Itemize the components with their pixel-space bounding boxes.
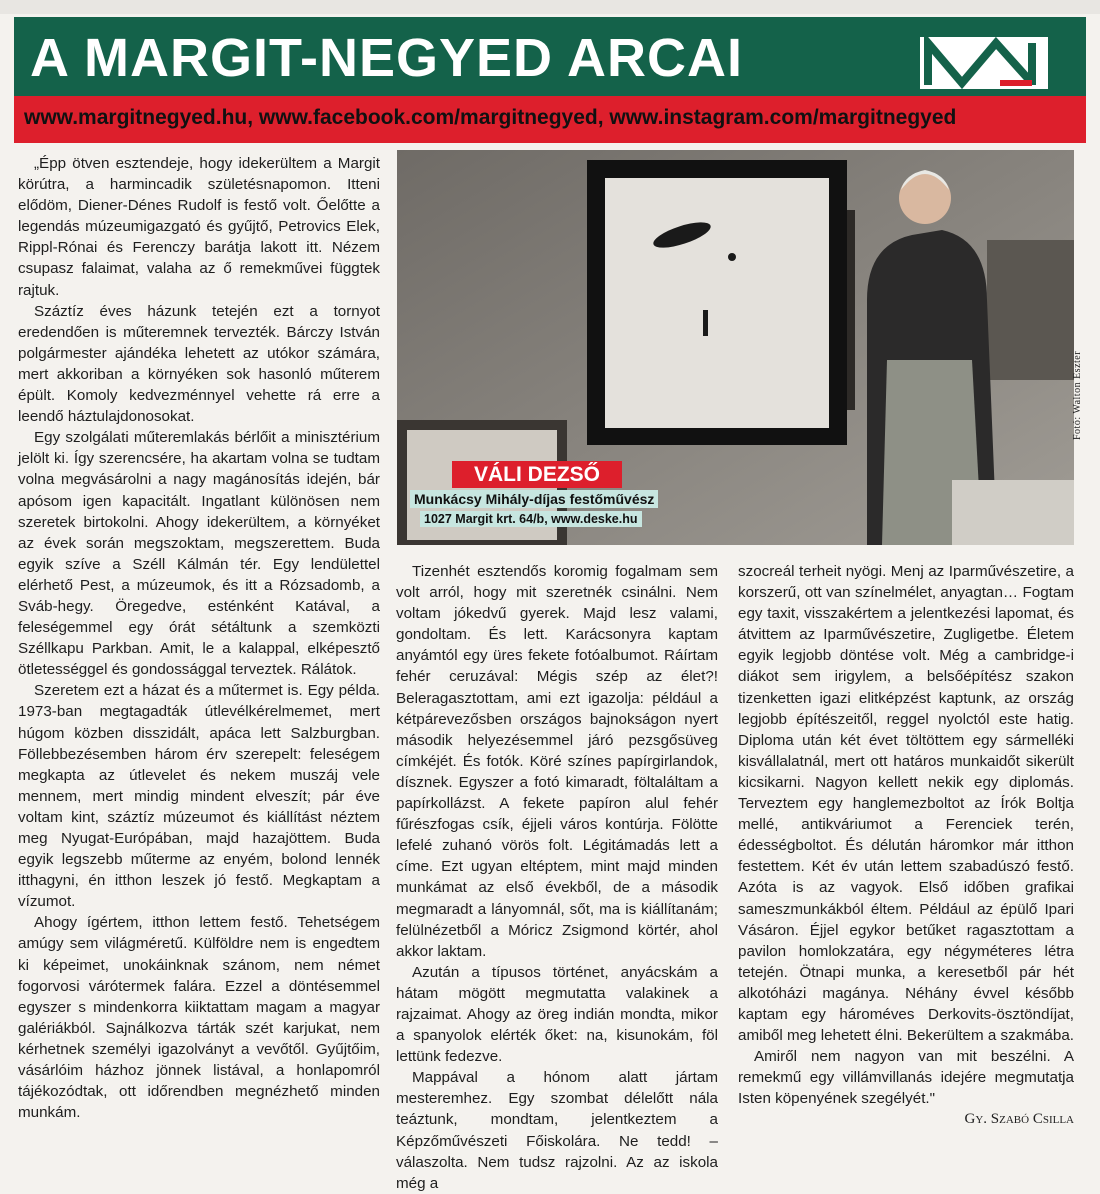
artist-address-label: 1027 Margit krt. 64/b, www.deske.hu bbox=[420, 511, 642, 527]
article-column-2 bbox=[396, 561, 718, 1194]
social-links[interactable]: www.margitnegyed.hu, www.facebook.com/margitnegyed, www.instagram.com/margitnegyed bbox=[24, 106, 957, 129]
title-band bbox=[14, 17, 1086, 96]
paragraph: Mappával a hónom alatt jártam mesteremhez. Egy szombat délelőtt nála teáztunk, mondtam, jelentkeztem a Képzőművészeti Főiskolára. Ne tedd! – válaszolta. Nem tudsz rajzolni. Az az iskola még a bbox=[396, 1069, 718, 1192]
page-title: A MARGIT-NEGYED ARCAI bbox=[30, 28, 744, 88]
author-byline: Gy. Szabó Csilla bbox=[964, 1111, 1074, 1128]
column-header bbox=[14, 17, 1086, 129]
links-band bbox=[14, 96, 1086, 143]
paragraph: Amiről nem nagyon van mit beszélni. A remekmű egy villámvillanás idejére megmutatja Isten köpenyének szegélyét." bbox=[738, 1048, 1074, 1108]
article-column-3 bbox=[738, 561, 1074, 1131]
paragraph: Azután a típusos történet, anyácskám a hátam mögött megmutatta valakinek a rajzaimat. Ahogy az öreg indián mondta, mikor a spanyolok elérték őket: na, kisunokám, föl lettünk fedezve. bbox=[396, 963, 718, 1066]
paragraph: szocreál terheit nyögi. Menj az Iparművészetire, a korszerű, ott van színelmélet, anyagtan… Fogtam egy taxit, visszakértem a jelentkezési lapomat, és átvittem az Iparművészetire, Zugligetbe. Életem egyik legjobb döntése volt. Még a cambridge-i diákot sem irigylem, a belsőépítész szakon tizenketten igazi elitképzést kaptunk, az ország legjobb építészeitől, reggel nyolctól este hatig. Diploma után két évet töltöttem egy sármelléki kisvállalatnál, mert ott határos munkaidőt sikerült kicsikarni. Nagyon kellett nekik egy diplomás. Terveztem egy hanglemezboltot az Írók Boltja mellé, antikváriumot a Ferenciek terén, édességboltot. És délután háromkor már itthon festettem. Két év után lettem szabadúszó festő. Azóta is az vagyok. Első időben grafikai sameszmunkákból éltem. Például az épülő Ipari Vásáron. Éjjel egykor betűket ragasztottam a pavilon homlokzatára, egy négyméteres létra tetején. Ötnapi munka, a keresetből pár hét alkotóházi magánya. Néhány évvel később kaptam egy hároméves Derkovits-ösztöndíjat, amiből meg lehetett élni. Bekerültem a szakmába. bbox=[738, 563, 1074, 1045]
photo-credit: Fotó: Walton Eszter bbox=[1072, 350, 1083, 440]
artist-award-label: Munkácsy Mihály-díjas festőművész bbox=[410, 490, 658, 508]
article-column-1 bbox=[18, 153, 380, 1123]
paragraph: Tizenhét esztendős koromig fogalmam sem volt arról, hogy mit szeretnék csinálni. Nem voltam jókedvű gyerek. Majd lesz valami, gondoltam. És lett. Karácsonyra kaptam anyámtól egy üres fekete fotóalbumot. Ráírtam fehér ceruzával: Mégis szép az élet?! Beleragasztottam, ami ezt igazolja: például a kétpárevezősben országos bajnokságon nyert második helyezésemmel járó pezsgősüveg címkéjét. És fotók. Köré színes papírgirlandok, dísznek. Egyszer a fotó kimaradt, föltaláltam a papírkollázst. A fekete papíron alul fehér fűrészfogas csík, éjjeli város kontúrja. Fölötte lefelé zuhanó vörös folt. Légitámadás lett a címe. Ezt ugyan eltéptem, mint majd minden munkámat az első évekből, de a második megmaradt a lányomnál, sőt, ma is kiállítanám; felülnézetből a Móricz Zsigmond körtér, ahol akkor laktam. bbox=[396, 563, 718, 960]
paragraph: Egy szolgálati műteremlakás bérlőit a minisztérium jelölt ki. Így szerencsére, ha akartam volna se tudtam volna megvásárolni a nagy magánosítás idején, bár apósom igen kapacitált. Ingatlant különösen nem szeretek birtokolni. Ahogy idekerültem, a környéket az évek során megszoktam, megszerettem. Buda egyik szíve a Széll Kálmán tér. Egy lendülettel elérhető Pest, a múzeumok, és itt a Rózsadomb, a Sváb-hegy. Öregedve, esténként Katával, a feleségemmel egy órát sétáltunk a szemközti Széllkapu Parkban. Amit, le a kalappal, elképesztő ötletességgel és gondossággal terveztek. Rálátok. bbox=[18, 429, 380, 679]
paragraph: Ahogy ígértem, itthon lettem festő. Tehetségem amúgy sem világméretű. Külföldre nem is engedtem ki képeimet, unokáinknak szánom, nem német fogorvosi várótermek falára. Ezzel a döntésemmel egyszer s mindenkorra kiiktattam magam a magyar galériákból. Sajnálkozva tárták szét karjukat, nem kérhetnek személyi igazolványt a vevőtől. Gyűjtőim, vásárlóim házhoz jönnek listával, a honlapomról tájékozódtak, ott időrendben megnézhető minden munkám. bbox=[18, 914, 380, 1122]
paragraph: Száztíz éves házunk tetején ezt a tornyot eredendően is műteremnek tervezték. Bárczy István polgármester ajándéka lehetett az utókor számára, mert akkoriban a környéken sok hasonló műterem épült. Komoly kedvezménnyel vehette rá erre a leendő háztulajdonosokat. bbox=[18, 302, 380, 426]
paragraph: „Épp ötven esztendeje, hogy idekerültem a Margit körútra, a harmincadik születésnapomon. Itteni elődöm, Diener-Dénes Rudolf is festő volt. Őelőtte a legendás múzeumigazgató és gyűjtő, Petrovics Elek, Rippl-Rónai és Ferenczy barátja lakott itt. Nézem csupasz falaimat, valaha az ő remekművei függtek rajtuk. bbox=[18, 155, 380, 299]
previous-page-strip bbox=[0, 0, 1100, 14]
margit-negyed-logo-icon bbox=[914, 31, 1054, 95]
paragraph: Szeretem ezt a házat és a műtermet is. Egy példa. 1973-ban megtagadták útlevélkérelmemet, mert húgom közben disszidált, apáca lett Salzburgban. Föllebbezésemben három érv szerepelt: feleségem megkapta az útlevelet és nekem muszáj vele mennem, mert mindig mindent elveszít; pár éve voltam kint, száztíz múzeumot és kiállítást néztem meg Nyugat-Európában, majd hazajöttem. Buda egyik legszebb műterme az enyém, bolond lennék itthagyni, én itthon leszek jó festő. Megkaptam a vízumot. bbox=[18, 682, 380, 911]
artist-name-badge: VÁLI DEZSŐ bbox=[452, 461, 622, 488]
